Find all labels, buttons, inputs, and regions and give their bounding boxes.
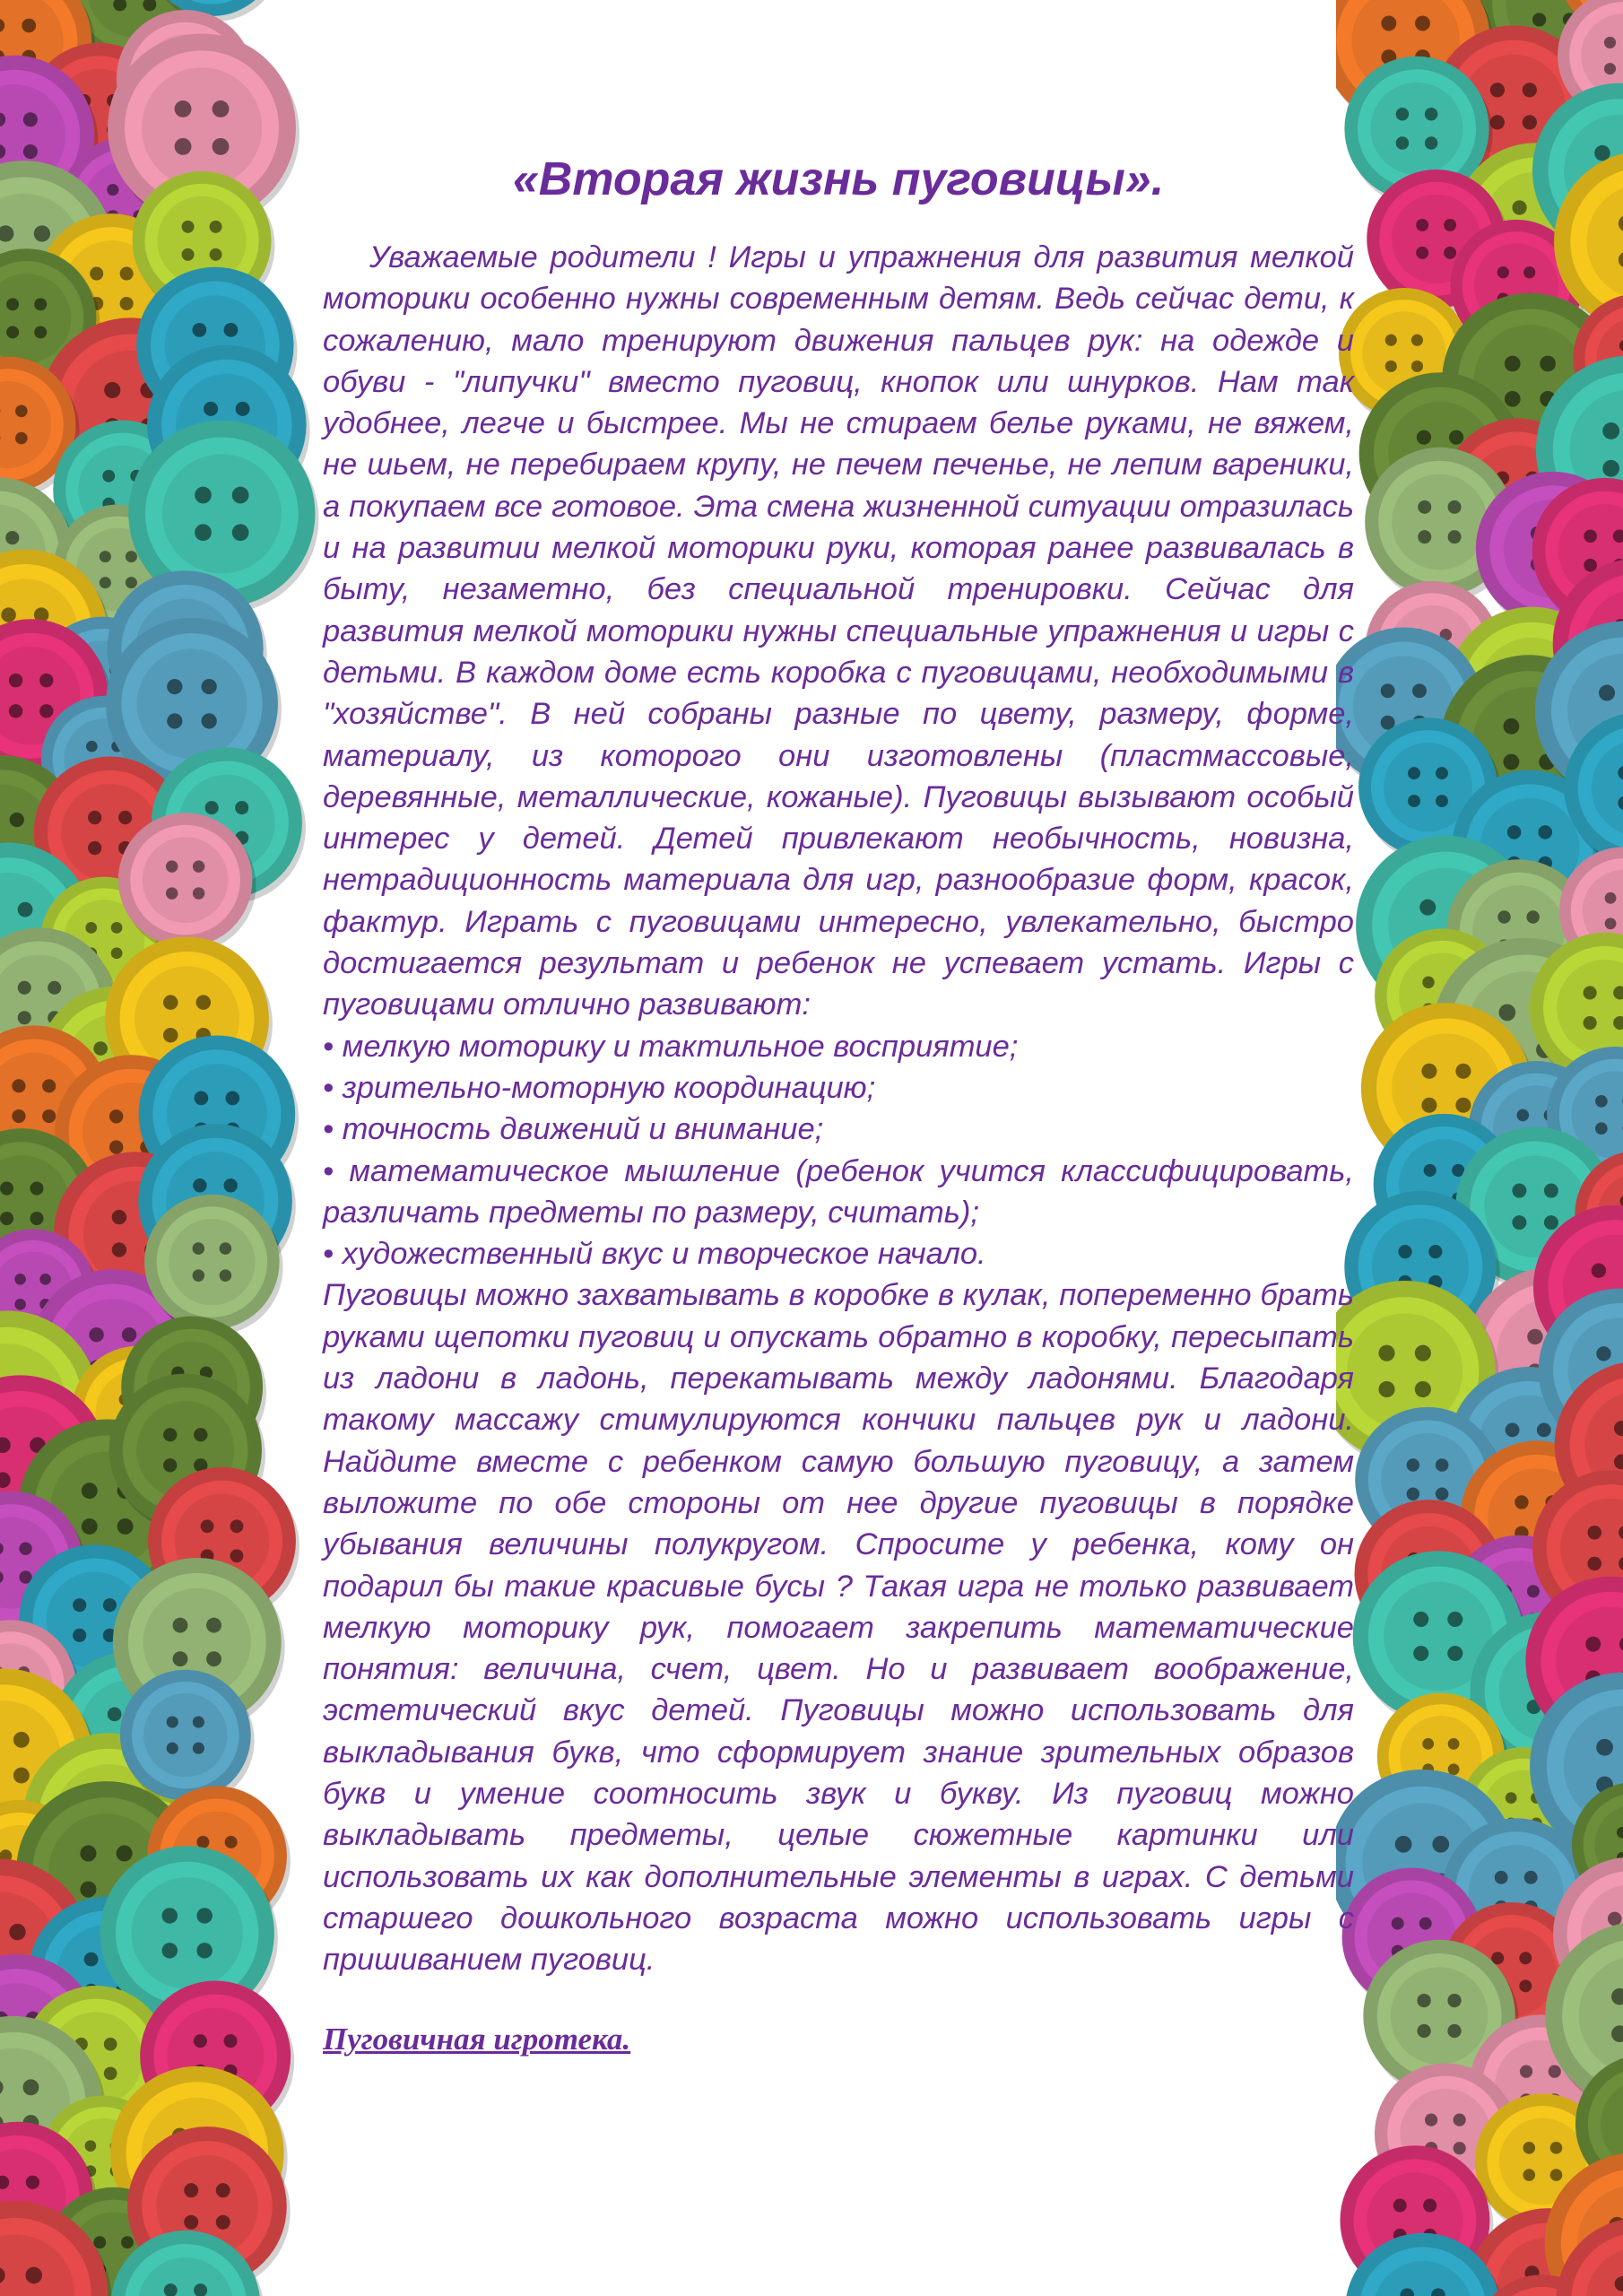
list-item: • точность движений и внимание; — [323, 1112, 824, 1147]
colorful-buttons-border-icon — [0, 0, 359, 2296]
right-buttons-border — [1336, 0, 1623, 2296]
list-item: • художественный вкус и творческое начало. — [323, 1237, 986, 1272]
left-buttons-border — [0, 0, 359, 2296]
colorful-buttons-border-icon — [1336, 0, 1623, 2296]
list-item: • зрительно-моторную координацию; — [323, 1070, 876, 1105]
intro-paragraph: Уважаемые родители ! Игры и упражнения для развития мелкой моторики особенно нужны современным детям. Ведь сейчас дети, к сожалению, мало тренируют движения пальцев рук: на одежде и обуви - "липучки" вместо пуговиц, кнопок или шнурков. Нам так удобнее, легче и быстрее. Мы не стираем белье руками, не вяжем, не шьем, не перебираем крупу, не печем печенье, не лепим вареники, а покупаем все готовое. Эта смена жизненной ситуации отразилась и на развитии мелкой моторики руки, которая ранее развивалась в быту, незаметно, без специальной тренировки. Сейчас для развития мелкой моторики нужны специальные упражнения и игры с детьми. В каждом доме есть коробка с пуговицами, необходимыми в "хозяйстве". В ней собраны разные по цвету, размеру, форме, материалу, из которого они изготовлены (пластмассовые, деревянные, металлические, кожаные). Пуговицы вызывают особый интерес у детей. Детей привлекают необычность, новизна, нетрадиционность материала для игр, разнообразие форм, красок, фактур. Играть с пуговицами интересно, увлекательно, быстро достигается результат и ребенок не успевает устать. Игры с пуговицами отлично развивают: — [323, 240, 1354, 1022]
button-games-heading: Пуговичная игротека. — [323, 2022, 631, 2057]
body-paragraph: Пуговицы можно захватывать в коробке в кулак, попеременно брать руками щепотки пуговиц и опускать обратно в коробку, пересыпать из ладони в ладонь, перекатывать между ладонями. Благодаря такому массажу стимулируются кончики пальцев рук и ладони. Найдите вместе с ребенком самую большую пуговицу, а затем выложите по обе стороны от нее другие пуговицы в порядке убывания величины полукругом. Спросите у ребенка, кому он подарил бы такие красивые бусы ? Такая игра не только развивает мелкую моторику рук, помогает закрепить математические понятия: величина, счет, цвет. Но и развивает воображение, эстетический вкус детей. Пуговицы можно использовать для выкладывания букв, что сформирует знание зрительных образов букв и умение соотносить звук и букву. Из пуговиц можно выкладывать предметы, целые сюжетные картинки или использовать их как дополнительные элементы в играх. С детьми старшего дошкольного возраста можно использовать игры с пришиванием пуговиц. — [323, 1278, 1354, 1978]
list-item: • математическое мышление (ребенок учится классифицировать, различать предметы по размеру, считать); — [323, 1153, 1354, 1230]
list-item: • мелкую моторику и тактильное восприятие; — [323, 1029, 1019, 1064]
document-body — [323, 152, 1354, 2057]
document-title: «Вторая жизнь пуговицы». — [512, 153, 1165, 205]
benefits-list — [323, 1026, 1354, 1275]
